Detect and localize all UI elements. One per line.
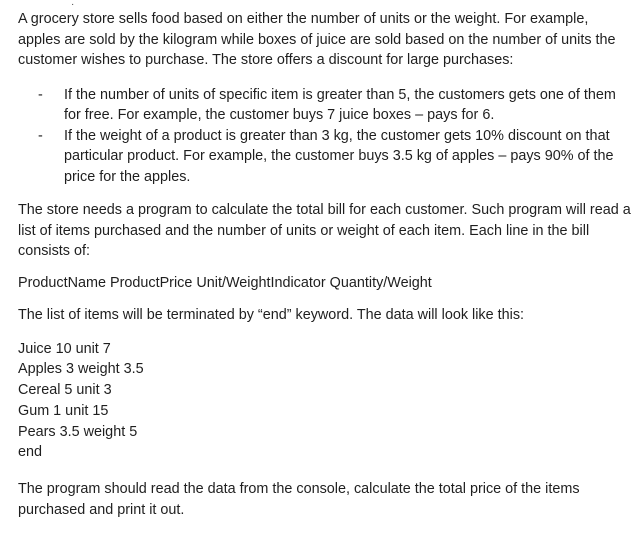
intro-paragraph: A grocery store sells food based on either the number of units or the weight. For example, apples are sold by the kilogram while boxes of juice are sold based on the number of units the customer wishes to purchase. The store offers a discount for large purchases: xyxy=(18,11,616,68)
sample-data-line: Apples 3 weight 3.5 xyxy=(18,361,144,378)
sample-data-line: Juice 10 unit 7 xyxy=(18,340,111,357)
bullet-dash: - xyxy=(38,86,43,103)
sample-data-block xyxy=(18,339,634,464)
line-format: ProductName ProductPrice Unit/WeightIndicator Quantity/Weight xyxy=(18,274,432,291)
sample-data-line: end xyxy=(18,444,43,461)
rule-weight-text: If the weight of a product is greater than 3 kg, the customer gets 10% discount on that particular product. For example, the customer buys 3.5 kg of apples – pays 90% of the price for the apples. xyxy=(64,127,614,185)
closing-paragraph: The program should read the data from the console, calculate the total price of the items purchased and print it out. xyxy=(18,481,580,518)
discount-rules-list xyxy=(18,85,634,188)
bullet-dash: - xyxy=(38,127,43,144)
problem-statement xyxy=(18,6,634,520)
list-item xyxy=(18,126,634,188)
sample-data-line: Gum 1 unit 15 xyxy=(18,402,109,419)
stray-mark: · xyxy=(71,0,75,10)
sample-data-line: Pears 3.5 weight 5 xyxy=(18,423,138,440)
rule-units-text: If the number of units of specific item is greater than 5, the customers gets one of them for free. For example, the customer buys 7 juice boxes – pays for 6. xyxy=(64,86,616,123)
termination-note: The list of items will be terminated by “end” keyword. The data will look like this: xyxy=(18,307,525,323)
list-item xyxy=(18,85,634,126)
program-description: The store needs a program to calculate the total bill for each customer. Such program will read a list of items purchased and the number of units or weight of each item. Each line in the bill consists of: xyxy=(18,202,631,259)
sample-data-line: Cereal 5 unit 3 xyxy=(18,382,112,399)
